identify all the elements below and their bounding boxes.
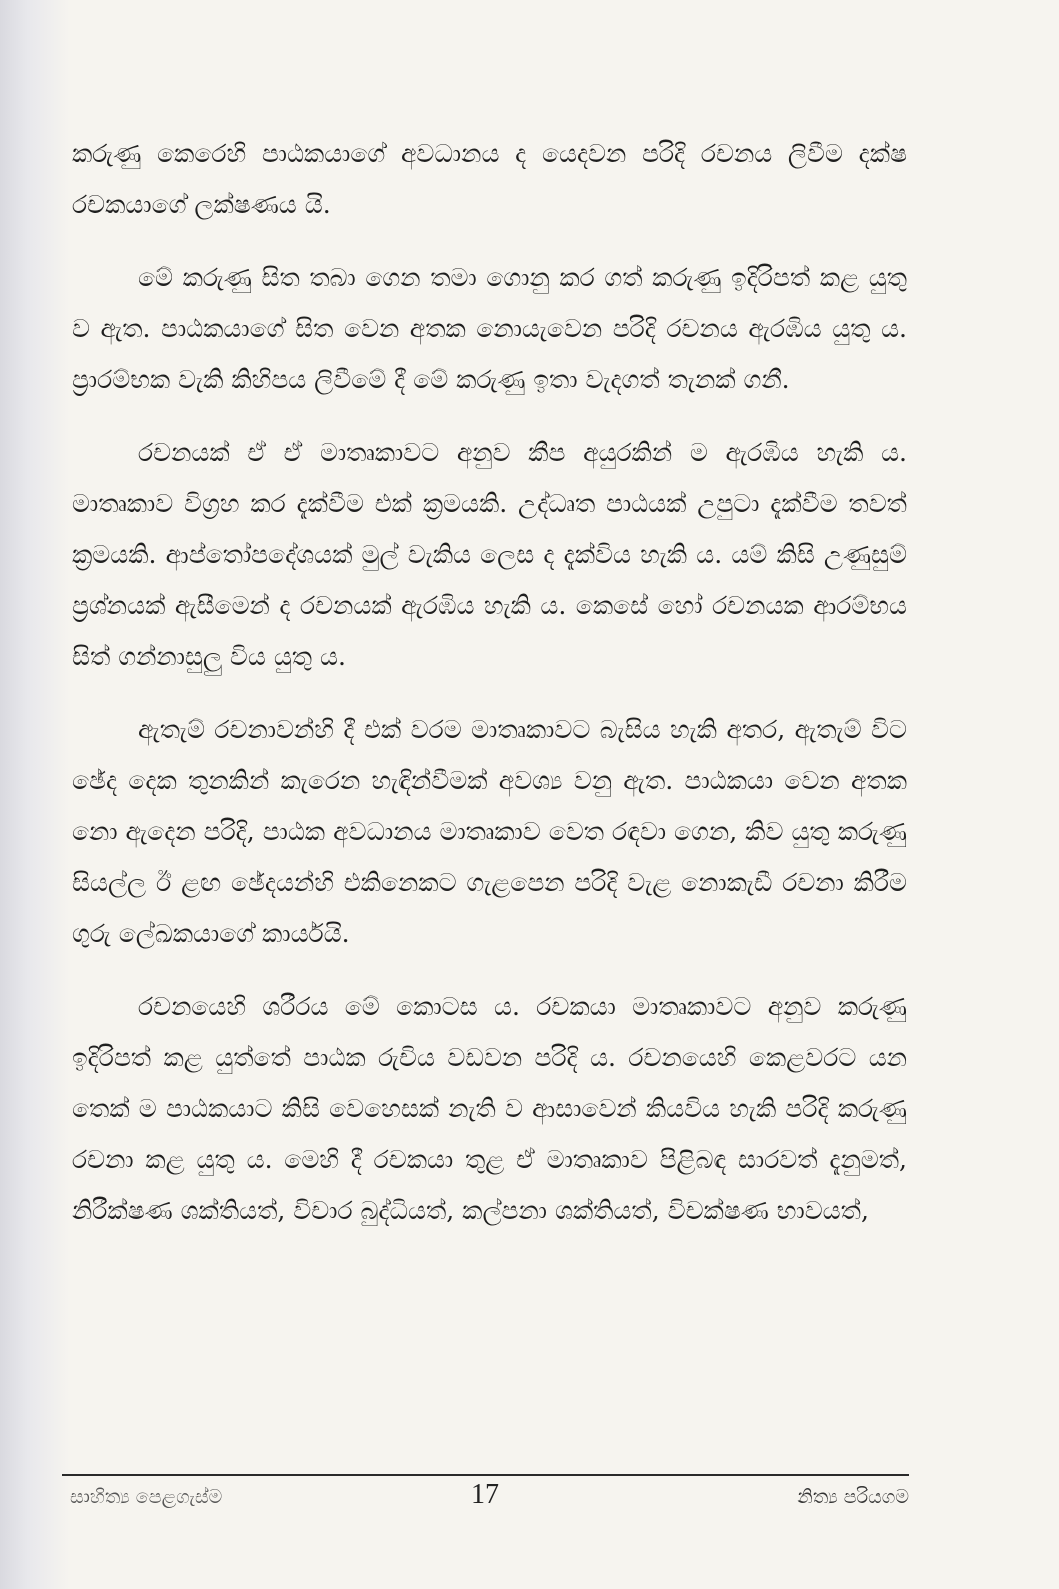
- paragraph: ඇතැම් රචනාවන්හි දී එක් වරම මාතෘකාවට බැසිය හැකි අතර, ඇතැම් විට ඡේද දෙක තුනකින් කැරෙන හැඳින්වීමක් අවශ්‍ය වනු ඇත. පාඨකයා වෙන අතක නො ඇදෙන පරිදි, පාඨක අවධානය මාතෘකාව වෙත රඳවා ගෙන, කිව යුතු කරුණු සියල්ල ඊ ළඟ ඡේදයන්හි එකිනෙකට ගැළපෙන පරිදි වැළ නොකැඩී රචනා කිරීම ගුරු ලේඛකයාගේ කාර්යයි.: [72, 715, 907, 948]
- paragraph: රචනයක් ඒ ඒ මාතෘකාවට අනුව කීප අයුරකින් ම ඇරඹිය හැකි ය. මාතෘකාව විග්‍රහ කර දැක්වීම එක් ක්‍රමයකි. උද්ධෘත පාඨයක් උපුටා දැක්වීම තවත් ක්‍රමයකි. ආප්තෝපදේශයක් මුල් වැකිය ලෙස ද දැක්විය හැකි ය. යම් කිසි උණුසුම් ප්‍රශ්නයක් ඇසීමෙන් ද රචනයක් ඇරඹිය හැකි ය. කෙසේ හෝ රචනයක ආරම්භය සිත් ගන්නාසුලු විය යුතු ය.: [72, 438, 907, 671]
- paragraph: රචනයෙහි ශරීරය මේ කොටස ය. රචකයා මාතෘකාවට අනුව කරුණු ඉදිරිපත් කළ යුත්තේ පාඨක රුචිය වඩවන පරිදි ය. රචනයෙහි කෙළවරට යන තෙක් ම පාඨකයාට කිසි වෙහෙසක් නැති ව ආසාවෙන් කියවිය හැකි පරිදි කරුණු රචනා කළ යුතු ය. මෙහි දී රචකයා තුළ ඒ මාතෘකාව පිළිබඳ සාරවත් දැනුමත්, නිරීක්ෂණ ශක්තියත්, විචාර බුද්ධියත්, කල්පනා ශක්තියත්, විචක්ෂණ භාවයත්,: [72, 992, 907, 1225]
- footer-left-text: සාහිත්‍ය පෙළගැස්ම: [70, 1486, 223, 1508]
- footer-right-text: නිත්‍ය පරියගම: [797, 1486, 909, 1508]
- paragraph-continued: කරුණු කෙරෙහි පාඨකයාගේ අවධානය ද යෙදවන පරිදි රචනය ලිවීම දක්ෂ රචකයාගේ ලක්ෂණය යි.: [72, 139, 907, 219]
- footer-divider: [62, 1474, 909, 1476]
- paragraph: මේ කරුණු සිත තබා ගෙන තමා ගොනු කර ගත් කරුණු ඉදිරිපත් කළ යුතු ව ඇත. පාඨකයාගේ සිත වෙන අතක නොයැවෙන පරිදි රචනය ඇරඹිය යුතු ය. ප්‍රාරම්භක වැකි කිහිපය ලිවීමේ දී මේ කරුණු ඉතා වැදගත් තැනක් ගනී.: [72, 263, 907, 394]
- page-number: 17: [471, 1479, 499, 1510]
- page-body: [72, 128, 907, 1428]
- binding-shadow: [0, 0, 70, 1589]
